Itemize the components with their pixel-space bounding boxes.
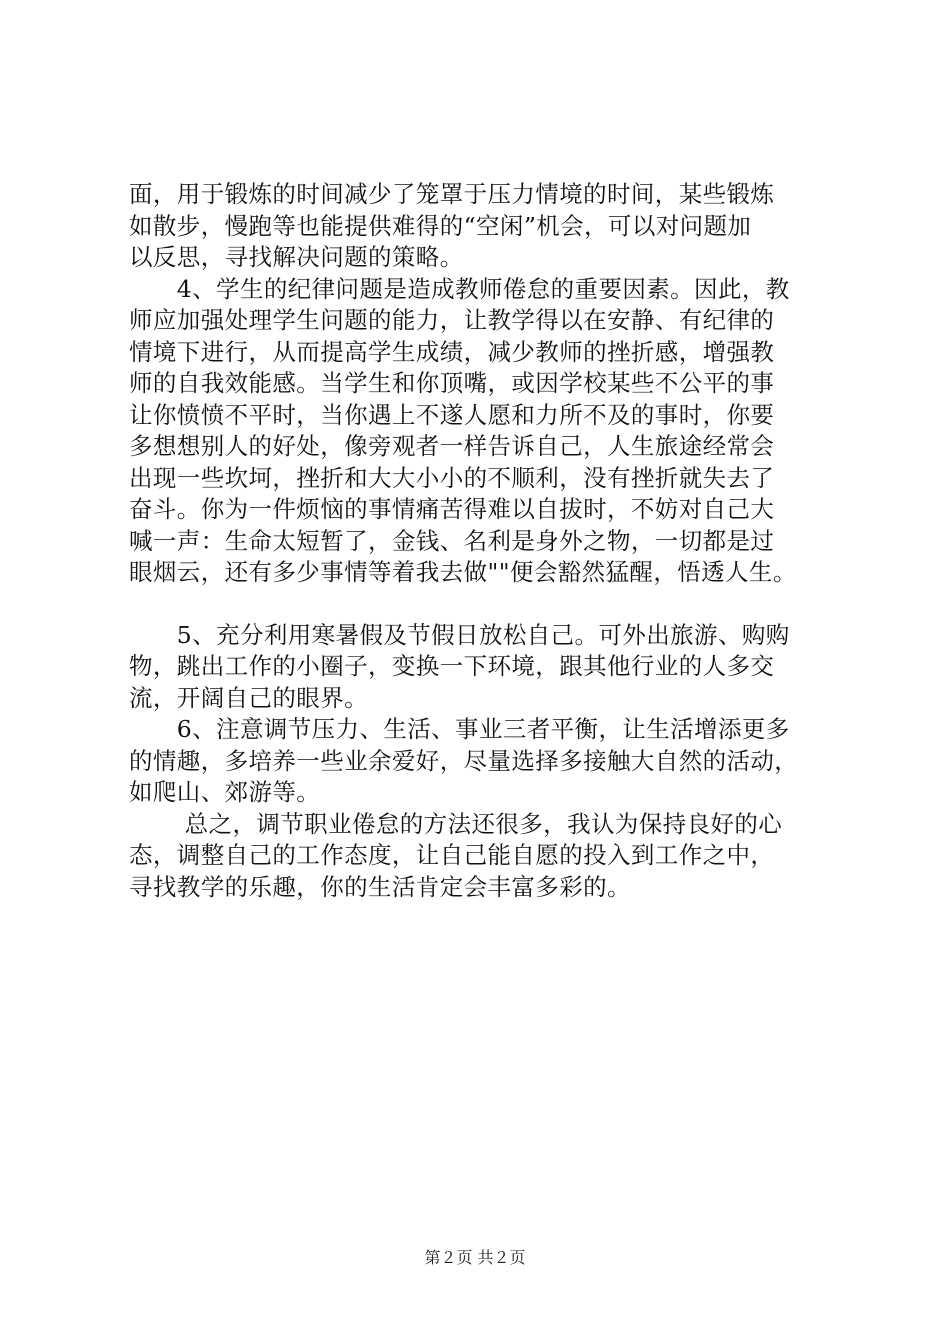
text-line: 5、充分利用寒暑假及节假日放松自己。可外出旅游、购购: [129, 620, 790, 649]
text-line: 奋斗。你为一件烦恼的事情痛苦得难以自拔时，不妨对自己大: [129, 495, 775, 523]
text-line: 多想想别人的好处，像旁观者一样告诉自己，人生旅途经常会: [129, 432, 775, 460]
text-line: 情境下进行，从而提高学生成绩，减少教师的挫折感，增强教: [129, 337, 775, 366]
text-line: 4、学生的纪律问题是造成教师倦怠的重要因素。因此，教: [129, 274, 790, 303]
text-line: 态，调整自己的工作态度，让自己能自愿的投入到工作之中，: [129, 841, 775, 869]
text-line: 物，跳出工作的小圈子，变换一下环境，跟其他行业的人多交: [129, 652, 775, 680]
text-line: 如散步，慢跑等也能提供难得的“空闲”机会，可以对问题加: [129, 211, 752, 240]
paragraph-gap: [129, 589, 849, 620]
body-text: [129, 179, 849, 903]
text-line: 出现一些坎坷，挫折和大大小小的不顺利，没有挫折就失去了: [129, 463, 775, 492]
text-line: 眼烟云，还有多少事情等着我去做""便会豁然猛醒，悟透人生。: [129, 558, 797, 586]
text-line: 以反思，寻找解决问题的策略。: [129, 243, 464, 271]
text-line: 6、注意调节压力、生活、事业三者平衡，让生活增添更多: [129, 715, 790, 743]
page-number-footer: 第２页 共２页: [424, 1248, 526, 1267]
text-line: 师的自我效能感。当学生和你顶嘴，或因学校某些不公平的事: [129, 369, 775, 397]
text-line: 师应加强处理学生问题的能力，让教学得以在安静、有纪律的: [129, 306, 775, 334]
text-line: 总之，调节职业倦怠的方法还很多，我认为保持良好的心: [129, 809, 783, 838]
text-line: 面，用于锻炼的时间减少了笼罩于压力情境的时间，某些锻炼: [129, 180, 775, 208]
text-line: 如爬山、郊游等。: [129, 778, 321, 806]
text-line: 寻找教学的乐趣，你的生活肯定会丰富多彩的。: [129, 872, 631, 901]
text-line: 的情趣，多培养一些业余爱好，尽量选择多接触大自然的活动，: [129, 746, 799, 775]
text-line: 喊一声：生命太短暂了，金钱、名利是身外之物，一切都是过: [129, 526, 775, 555]
text-line: 流，开阔自己的眼界。: [129, 683, 368, 712]
text-line: 让你愤愤不平时，当你遇上不遂人愿和力所不及的事时，你要: [129, 400, 775, 429]
